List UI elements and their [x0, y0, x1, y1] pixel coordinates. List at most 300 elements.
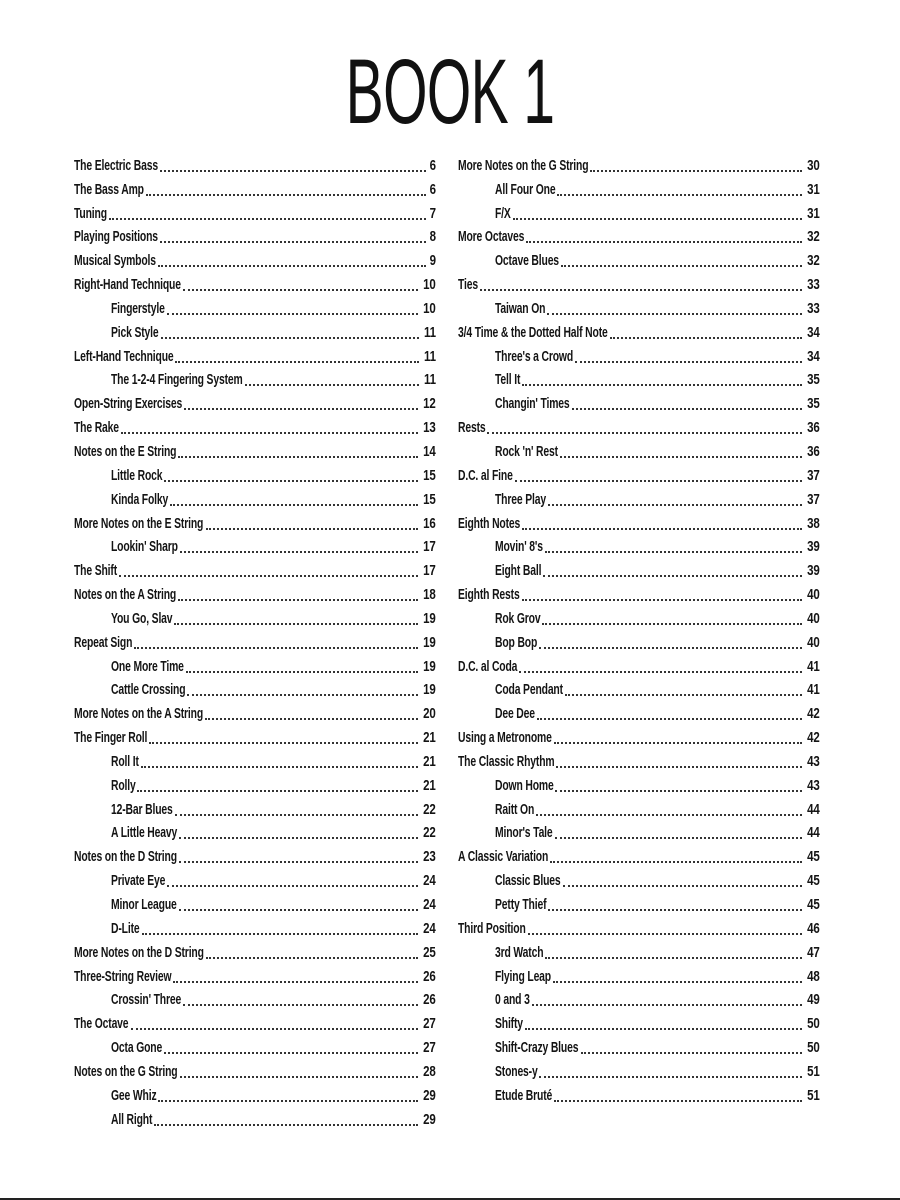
toc-entry-page-number: 17 [423, 563, 436, 580]
toc-entry-title: Octa Gone [111, 1040, 163, 1057]
toc-entry-page-number: 26 [423, 968, 436, 985]
toc-entry-page-number: 11 [424, 348, 436, 365]
toc-entry-page-number: 20 [423, 706, 436, 723]
toc-entry-page-number: 13 [423, 420, 436, 437]
toc-entry-page-number: 18 [423, 587, 436, 604]
dot-leader [555, 837, 803, 839]
toc-entry-title: Cattle Crossing [111, 682, 186, 699]
toc-entry-title: Notes on the G String [74, 1063, 178, 1080]
dot-leader [187, 694, 418, 696]
toc-entry-title: Little Rock [111, 467, 163, 484]
toc-entry-title: Raitt On [495, 801, 535, 818]
toc-entry [458, 987, 820, 1011]
toc-entry-page-number: 15 [423, 491, 436, 508]
toc-entry-page-number: 47 [807, 944, 820, 961]
dot-leader [142, 933, 419, 935]
toc-entry-page-number: 10 [423, 277, 436, 294]
toc-entry-title: All Right [111, 1111, 153, 1128]
dot-leader [515, 480, 803, 482]
toc-entry-title: The Electric Bass [74, 157, 158, 174]
toc-entry-page-number: 14 [423, 443, 436, 460]
toc-column-left [74, 152, 436, 1130]
toc-entry-page-number: 21 [423, 730, 436, 747]
toc-entry [74, 987, 436, 1011]
toc-entry [458, 963, 820, 987]
dot-leader [554, 1100, 803, 1102]
dot-leader [175, 361, 419, 363]
toc-entry-title: Shifty [495, 1016, 523, 1033]
dot-leader [146, 194, 426, 196]
toc-entry [458, 510, 820, 534]
dot-leader [537, 718, 803, 720]
dot-leader [572, 408, 803, 410]
toc-entry [74, 724, 436, 748]
toc-entry [458, 200, 820, 224]
toc-entry-page-number: 51 [807, 1063, 820, 1080]
dot-leader [149, 742, 418, 744]
toc-entry-title: 3/4 Time & the Dotted Half Note [458, 324, 608, 341]
toc-entry-page-number: 28 [423, 1063, 436, 1080]
toc-entry-page-number: 11 [424, 324, 436, 341]
toc-entry [74, 271, 436, 295]
dot-leader [536, 814, 803, 816]
toc-entry-page-number: 40 [807, 610, 820, 627]
toc-entry-title: Third Position [458, 920, 526, 937]
toc-entry [458, 939, 820, 963]
toc-entry-title: Crossin' Three [111, 992, 182, 1009]
toc-entry [74, 700, 436, 724]
toc-entry-title: Down Home [495, 777, 554, 794]
toc-entry [458, 629, 820, 653]
toc-entry-title: Lookin' Sharp [111, 539, 178, 556]
toc-entry [74, 1106, 436, 1130]
toc-entry-page-number: 46 [807, 920, 820, 937]
toc-entry [458, 295, 820, 319]
toc-entry [74, 319, 436, 343]
toc-entry [458, 343, 820, 367]
toc-entry-title: Kinda Folky [111, 491, 169, 508]
dot-leader [560, 456, 803, 458]
dot-leader [137, 790, 418, 792]
toc-entry [74, 1082, 436, 1106]
dot-leader [183, 289, 419, 291]
toc-entry-title: Three-String Review [74, 968, 172, 985]
dot-leader [590, 170, 802, 172]
toc-entry [458, 438, 820, 462]
dot-leader [134, 647, 418, 649]
dot-leader [480, 289, 802, 291]
dot-leader [542, 623, 802, 625]
toc-entry [74, 581, 436, 605]
toc-entry [74, 772, 436, 796]
toc-entry-page-number: 32 [807, 229, 820, 246]
dot-leader [581, 1052, 803, 1054]
toc-entry-title: Minor League [111, 897, 177, 913]
dot-leader [532, 1004, 803, 1006]
toc-entry [74, 534, 436, 558]
toc-entry-page-number: 10 [423, 300, 436, 317]
toc-entry-page-number: 27 [423, 1016, 436, 1033]
toc-entry-page-number: 33 [807, 300, 820, 317]
toc-entry-page-number: 44 [807, 825, 820, 842]
toc-entry-title: Coda Pendant [495, 682, 563, 699]
toc-entry-title: Using a Metronome [458, 730, 552, 747]
toc-entry-page-number: 50 [807, 1016, 820, 1033]
toc-entry [458, 867, 820, 891]
toc-entry-page-number: 49 [807, 992, 820, 1009]
dot-leader [548, 504, 802, 506]
toc-entry-page-number: 19 [423, 682, 436, 699]
toc-entry-page-number: 19 [423, 658, 436, 675]
dot-leader [553, 981, 802, 983]
toc-entry-page-number: 36 [807, 420, 820, 437]
toc-entry [458, 557, 820, 581]
toc-entry-title: More Notes on the A String [74, 706, 204, 723]
toc-entry-title: D-Lite [111, 920, 140, 937]
toc-entry-page-number: 42 [807, 730, 820, 747]
toc-entry-page-number: 17 [423, 539, 436, 556]
toc-entry-page-number: 22 [423, 825, 436, 842]
dot-leader [554, 742, 803, 744]
toc-entry [458, 247, 820, 271]
toc-entry [74, 915, 436, 939]
dot-leader [522, 528, 802, 530]
toc-entry-title: Rolly [111, 777, 136, 794]
toc-entry-title: Notes on the E String [74, 443, 177, 460]
toc-entry-page-number: 43 [807, 777, 820, 794]
dot-leader [526, 241, 802, 243]
toc-entry [458, 653, 820, 677]
toc-entry [458, 796, 820, 820]
dot-leader [522, 599, 802, 601]
toc-entry [458, 677, 820, 701]
toc-entry-title: Gee Whiz [111, 1087, 157, 1104]
toc-entry [74, 247, 436, 271]
toc-entry-page-number: 29 [423, 1111, 436, 1128]
toc-entry [74, 557, 436, 581]
dot-leader [565, 694, 803, 696]
toc-entry [458, 486, 820, 510]
toc-entry-title: Right-Hand Technique [74, 277, 181, 294]
dot-leader [179, 861, 418, 863]
toc-entry [458, 772, 820, 796]
dot-leader [154, 1124, 418, 1126]
toc-entry-page-number: 51 [807, 1087, 820, 1104]
toc-entry-title: The Classic Rhythm [458, 753, 555, 770]
toc-entry-page-number: 44 [807, 801, 820, 818]
toc-entry-page-number: 35 [807, 372, 820, 389]
dot-leader [561, 265, 802, 267]
dot-leader [173, 981, 418, 983]
toc-entry-title: The 1-2-4 Fingering System [111, 372, 243, 389]
toc-entry-title: F/X [495, 205, 511, 222]
toc-entry-page-number: 16 [423, 515, 436, 532]
toc-entry-title: Left-Hand Technique [74, 348, 174, 365]
dot-leader [206, 957, 419, 959]
toc-entry [74, 200, 436, 224]
toc-entry-page-number: 48 [807, 968, 820, 985]
toc-entry [458, 724, 820, 748]
toc-entry-title: Tell It [495, 372, 521, 389]
toc-entry-page-number: 9 [429, 253, 436, 270]
dot-leader [245, 384, 419, 386]
toc-entry-page-number: 39 [807, 539, 820, 556]
toc-entry-title: More Notes on the E String [74, 515, 204, 532]
toc-entry-title: Ties [458, 277, 478, 294]
dot-leader [513, 218, 803, 220]
dot-leader [164, 480, 418, 482]
toc-entry-page-number: 41 [807, 658, 820, 675]
toc-entry [74, 939, 436, 963]
toc-entry-title: Rok Grov [495, 610, 541, 627]
toc-entry-title: The Rake [74, 420, 119, 437]
toc-entry-page-number: 26 [423, 992, 436, 1009]
toc-entry-title: Changin' Times [495, 396, 570, 413]
dot-leader [557, 194, 802, 196]
dot-leader [164, 1052, 418, 1054]
toc-entry-page-number: 37 [807, 491, 820, 508]
toc-entry-title: Classic Blues [495, 873, 561, 890]
toc-entry-page-number: 39 [807, 563, 820, 580]
toc-entry-page-number: 12 [423, 396, 436, 413]
dot-leader [179, 909, 419, 911]
toc-entry-page-number: 41 [807, 682, 820, 699]
toc-entry [458, 915, 820, 939]
dot-leader [186, 671, 419, 673]
toc-entry-page-number: 11 [424, 372, 436, 389]
toc-entry-page-number: 24 [423, 920, 436, 937]
toc-entry [74, 510, 436, 534]
toc-entry [74, 820, 436, 844]
toc-entry-page-number: 42 [807, 706, 820, 723]
toc-entry-title: Minor's Tale [495, 825, 553, 842]
toc-entry [458, 271, 820, 295]
toc-entry [74, 796, 436, 820]
toc-entry-title: Etude Bruté [495, 1087, 553, 1104]
toc-entry [74, 414, 436, 438]
toc-entry [458, 581, 820, 605]
dot-leader [528, 933, 803, 935]
dot-leader [184, 408, 418, 410]
toc-entry-title: Dee Dee [495, 706, 535, 723]
toc-entry [458, 1058, 820, 1082]
toc-entry-page-number: 6 [429, 157, 436, 174]
toc-entry-page-number: 32 [807, 253, 820, 270]
dot-leader [206, 528, 419, 530]
toc-entry-page-number: 50 [807, 1040, 820, 1057]
toc-entry [74, 152, 436, 176]
toc-entry [74, 367, 436, 391]
dot-leader [131, 1028, 419, 1030]
toc-entry-page-number: 19 [423, 610, 436, 627]
dot-leader [205, 718, 419, 720]
dot-leader [179, 837, 418, 839]
toc-entry [458, 462, 820, 486]
toc-entry [458, 414, 820, 438]
toc-entry [74, 176, 436, 200]
toc-entry [74, 748, 436, 772]
toc-entry-title: 3rd Watch [495, 944, 544, 961]
toc-entry [458, 891, 820, 915]
toc-entry [458, 390, 820, 414]
dot-leader [174, 623, 418, 625]
toc-entry [74, 1034, 436, 1058]
dot-leader [522, 384, 802, 386]
toc-entry-page-number: 40 [807, 634, 820, 651]
toc-entry-title: More Notes on the G String [458, 157, 589, 174]
toc-entry-title: Stones-y [495, 1063, 538, 1080]
dot-leader [555, 790, 802, 792]
toc-entry-page-number: 21 [423, 777, 436, 794]
page-title: BOOK 1 [345, 41, 555, 143]
toc-entry [74, 843, 436, 867]
toc-entry-page-number: 43 [807, 753, 820, 770]
dot-leader [610, 337, 803, 339]
toc-entry-title: A Classic Variation [458, 849, 549, 866]
toc-entry-page-number: 6 [429, 181, 436, 198]
toc-entry-title: 0 and 3 [495, 992, 530, 1009]
toc-entry-title: You Go, Slav [111, 610, 173, 627]
toc-entry-title: Three's a Crowd [495, 348, 574, 365]
toc-entry-title: Roll It [111, 753, 139, 770]
dot-leader [563, 885, 803, 887]
toc-column-right [458, 152, 820, 1106]
toc-entry-title: Flying Leap [495, 968, 551, 985]
toc-entry-title: Bop Bop [495, 634, 538, 651]
toc-entry [74, 295, 436, 319]
dot-leader [158, 265, 426, 267]
dot-leader [539, 1076, 802, 1078]
toc-entry-page-number: 38 [807, 515, 820, 532]
toc-entry-page-number: 37 [807, 467, 820, 484]
dot-leader [121, 432, 419, 434]
dot-leader [519, 671, 802, 673]
toc-entry-title: The Bass Amp [74, 181, 144, 198]
dot-leader [160, 170, 426, 172]
toc-entry-title: Open-String Exercises [74, 396, 183, 413]
toc-entry-page-number: 31 [807, 181, 820, 198]
toc-entry [74, 462, 436, 486]
toc-entry-page-number: 34 [807, 324, 820, 341]
toc-entry-page-number: 19 [423, 634, 436, 651]
toc-entry-page-number: 45 [807, 849, 820, 866]
dot-leader [545, 957, 802, 959]
toc-entry-page-number: 45 [807, 897, 820, 913]
toc-entry-page-number: 24 [423, 897, 436, 913]
toc-entry [458, 1082, 820, 1106]
toc-entry-title: Tuning [74, 205, 107, 222]
toc-entry-page-number: 29 [423, 1087, 436, 1104]
dot-leader [158, 1100, 418, 1102]
toc-entry [74, 677, 436, 701]
toc-entry-page-number: 33 [807, 277, 820, 294]
toc-entry-title: A Little Heavy [111, 825, 178, 842]
toc-entry-title: More Octaves [458, 229, 525, 246]
dot-leader [575, 361, 803, 363]
toc-entry [458, 176, 820, 200]
toc-entry-page-number: 36 [807, 443, 820, 460]
toc-entry-title: The Finger Roll [74, 730, 148, 747]
toc-entry [458, 1034, 820, 1058]
toc-entry [458, 700, 820, 724]
dot-leader [109, 218, 426, 220]
toc-entry-page-number: 35 [807, 396, 820, 413]
toc-entry-title: Three Play [495, 491, 546, 508]
toc-entry-title: Rock 'n' Rest [495, 443, 558, 460]
toc-entry-title: Eighth Rests [458, 587, 520, 604]
toc-entry-page-number: 30 [807, 157, 820, 174]
toc-entry [458, 1010, 820, 1034]
toc-entry-title: Shift-Crazy Blues [495, 1040, 579, 1057]
toc-entry-title: Notes on the D String [74, 849, 177, 866]
dot-leader [167, 885, 418, 887]
toc-entry-page-number: 31 [807, 205, 820, 222]
toc-entry-title: One More Time [111, 658, 184, 675]
toc-entry-title: Octave Blues [495, 253, 559, 270]
toc-entry-title: More Notes on the D String [74, 944, 204, 961]
toc-entry-title: Pick Style [111, 324, 159, 341]
toc-entry-title: Musical Symbols [74, 253, 156, 270]
dot-leader [160, 241, 426, 243]
toc-entry [74, 867, 436, 891]
toc-entry [74, 343, 436, 367]
toc-entry [74, 605, 436, 629]
toc-entry-title: Playing Positions [74, 229, 158, 246]
toc-entry-title: 12-Bar Blues [111, 801, 173, 818]
toc-entry [74, 629, 436, 653]
toc-entry [74, 891, 436, 915]
toc-entry-title: D.C. al Coda [458, 658, 518, 675]
toc-entry [74, 963, 436, 987]
toc-entry [74, 438, 436, 462]
toc-entry [74, 390, 436, 414]
toc-entry-title: Eight Ball [495, 563, 542, 580]
dot-leader [175, 814, 418, 816]
toc-entry-title: Taiwan On [495, 300, 546, 317]
dot-leader [180, 1076, 419, 1078]
toc-entry-page-number: 15 [423, 467, 436, 484]
dot-leader [550, 861, 802, 863]
toc-entry-title: D.C. al Fine [458, 467, 513, 484]
toc-entry [458, 843, 820, 867]
toc-entry [458, 152, 820, 176]
toc-entry [74, 224, 436, 248]
toc-entry-page-number: 23 [423, 849, 436, 866]
toc-entry [458, 319, 820, 343]
dot-leader [178, 456, 418, 458]
dot-leader [170, 504, 419, 506]
dot-leader [178, 599, 418, 601]
dot-leader [161, 337, 420, 339]
dot-leader [487, 432, 802, 434]
dot-leader [539, 647, 802, 649]
toc-entry-page-number: 22 [423, 801, 436, 818]
toc-entry-title: Petty Thief [495, 897, 547, 913]
toc-entry [458, 224, 820, 248]
toc-entry [458, 367, 820, 391]
toc-entry-title: Eighth Notes [458, 515, 521, 532]
dot-leader [548, 909, 802, 911]
toc-entry-page-number: 21 [423, 753, 436, 770]
dot-leader [525, 1028, 802, 1030]
toc-entry [74, 1058, 436, 1082]
dot-leader [183, 1004, 419, 1006]
toc-entry [74, 486, 436, 510]
dot-leader [545, 551, 803, 553]
toc-entry [458, 820, 820, 844]
toc-entry-title: Fingerstyle [111, 300, 165, 317]
toc-entry-page-number: 25 [423, 944, 436, 961]
